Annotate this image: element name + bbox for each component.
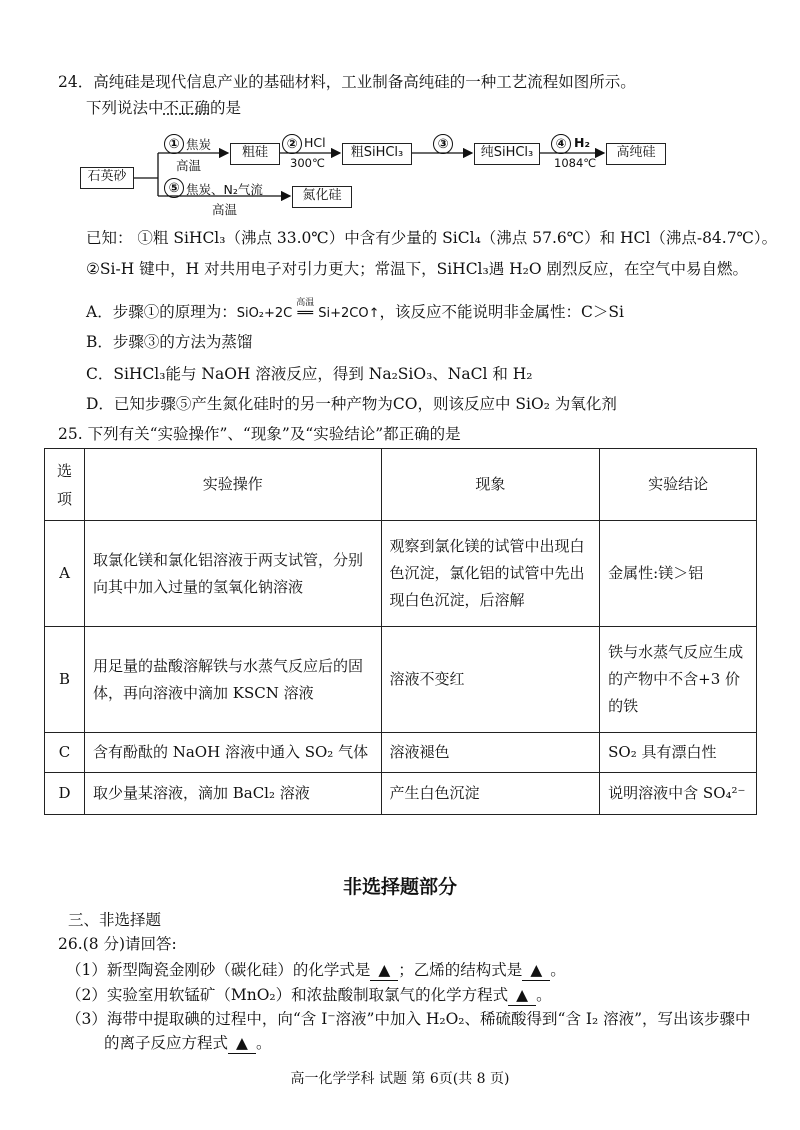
row-c-phenomenon: 溶液褪色 xyxy=(381,733,600,773)
flow-step1-bottom: 高温 xyxy=(176,158,202,173)
table-row xyxy=(45,733,757,773)
row-a-phenomenon: 观察到氯化镁的试管中出现白色沉淀，氯化铝的试管中先出现白色沉淀，后溶解 xyxy=(381,521,600,627)
q26-3-text-c: 。 xyxy=(255,1034,272,1052)
row-d-phenomenon: 产生白色沉淀 xyxy=(381,773,600,815)
eq-arrow: 高温 ══ xyxy=(292,304,318,324)
q24-ask-suffix: 的是 xyxy=(210,99,242,117)
q24-option-a xyxy=(86,298,624,324)
header-phenomenon: 现象 xyxy=(381,449,600,521)
q26-part-1 xyxy=(66,960,566,981)
header-option: 选 项 xyxy=(45,449,85,521)
q24-option-d: D．已知步骤⑤产生氮化硅时的另一种产物为CO，则该反应中 SiO₂ 为氧化剂 xyxy=(86,395,617,413)
q26-part-3-line1: （3）海带中提取碘的过程中，向“含 I⁻溶液”中加入 H₂O₂、稀硫酸得到“含 I₂ 溶液”，写出该步骤中 xyxy=(66,1010,751,1028)
flow-box-pure-si: 高纯硅 xyxy=(606,143,666,165)
header-conclusion: 实验结论 xyxy=(600,449,757,521)
row-b-operation: 用足量的盐酸溶解铁与水蒸气反应后的固体，再向溶液中滴加 KSCN 溶液 xyxy=(84,627,381,733)
q24-known-1: 已知： ①粗 SiHCl₃（沸点 33.0℃）中含有少量的 SiCl₄（沸点 57.6℃）和 HCl（沸点-84.7℃）。 xyxy=(86,229,778,247)
eq-condition: 高温 xyxy=(296,298,315,308)
q26-1-text-b: ；乙烯的结构式是 xyxy=(398,961,523,979)
flow-step5-bottom: 高温 xyxy=(212,202,238,217)
row-d-conclusion: 说明溶液中含 SO₄²⁻ xyxy=(600,773,757,815)
eq-left: SiO₂+2C xyxy=(236,306,293,321)
table-header-row xyxy=(45,449,757,521)
q26-3-text-b: 的离子反应方程式 xyxy=(104,1034,229,1052)
q24-ask-prefix: 下列说法中 xyxy=(86,99,164,117)
flow-step2-top: HCl xyxy=(304,135,326,150)
flow-step4-num: ④ xyxy=(551,134,571,154)
flow-box-silicon-nitride: 氮化硅 xyxy=(292,186,352,208)
row-a-operation: 取氯化镁和氯化铝溶液于两支试管，分别向其中加入过量的氢氧化钠溶液 xyxy=(84,521,381,627)
flow-box-crude-sihcl3: 粗SiHCl₃ xyxy=(342,143,412,165)
eq-right: Si+2CO↑ xyxy=(318,306,380,321)
q24-option-b: B．步骤③的方法为蒸馏 xyxy=(86,333,253,351)
part-heading: 三、非选择题 xyxy=(68,911,162,929)
q26-2-text-a: （2）实验室用软锰矿（MnO₂）和浓盐酸制取氯气的化学方程式 xyxy=(66,986,509,1004)
q24-ask-emphasis: 不正确 xyxy=(163,99,211,117)
flow-step2-num: ② xyxy=(282,134,302,154)
header-operation: 实验操作 xyxy=(84,449,381,521)
row-b-conclusion: 铁与水蒸气反应生成的产物中不含+3 价的铁 xyxy=(600,627,757,733)
flow-step4-bottom: 1084℃ xyxy=(554,156,597,170)
q24-option-a-suffix: ，该反应不能说明非金属性：C＞Si xyxy=(379,303,624,321)
q25-table xyxy=(44,448,757,815)
row-b-label: B xyxy=(45,627,85,733)
flow-box-quartz: 石英砂 xyxy=(80,167,134,189)
q26-1-text-a: （1）新型陶瓷金刚砂（碳化硅）的化学式是 xyxy=(66,961,371,979)
q24-option-a-equation xyxy=(236,298,380,324)
q26-1-text-c: 。 xyxy=(550,961,566,979)
page-footer: 高一化学学科 试题 第 6页(共 8 页) xyxy=(290,1071,510,1087)
flow-step3-num: ③ xyxy=(433,134,453,154)
q24-option-c: C．SiHCl₃能与 NaOH 溶液反应，得到 Na₂SiO₃、NaCl 和 H₂ xyxy=(86,365,533,383)
q26-part-2 xyxy=(66,985,552,1006)
answer-blank[interactable]: ▲ xyxy=(522,960,550,981)
flow-box-pure-sihcl3: 纯SiHCl₃ xyxy=(474,143,540,165)
section-title: 非选择题部分 xyxy=(342,876,457,898)
q25-stem: 25. 下列有关“实验操作”、“现象”及“实验结论”都正确的是 xyxy=(58,425,461,443)
table-row xyxy=(45,521,757,627)
flow-step1-top: 焦炭 xyxy=(186,137,212,152)
q24-option-a-prefix: A．步骤①的原理为： xyxy=(86,303,237,321)
row-d-label: D xyxy=(45,773,85,815)
row-c-label: C xyxy=(45,733,85,773)
row-d-operation: 取少量某溶液，滴加 BaCl₂ 溶液 xyxy=(84,773,381,815)
q24-known-2: ②Si-H 键中，H 对共用电子对引力更大；常温下，SiHCl₃遇 H₂O 剧烈反应，在空气中易自燃。 xyxy=(86,260,749,278)
row-b-phenomenon: 溶液不变红 xyxy=(381,627,600,733)
answer-blank[interactable]: ▲ xyxy=(370,960,398,981)
row-c-operation: 含有酚酞的 NaOH 溶液中通入 SO₂ 气体 xyxy=(84,733,381,773)
q26-heading: 26.(8 分)请回答: xyxy=(58,935,177,953)
answer-blank[interactable]: ▲ xyxy=(228,1033,256,1054)
flow-step1-num: ① xyxy=(164,134,184,154)
table-row xyxy=(45,773,757,815)
row-a-label: A xyxy=(45,521,85,627)
q26-2-text-b: 。 xyxy=(536,986,552,1004)
q26-part-3-line2 xyxy=(104,1033,271,1054)
flow-step4-top: H₂ xyxy=(574,135,590,150)
flow-step2-bottom: 300℃ xyxy=(290,156,325,170)
flow-step5-top: 焦炭、N₂气流 xyxy=(186,182,263,197)
table-row xyxy=(45,627,757,733)
row-a-conclusion: 金属性:镁＞铝 xyxy=(600,521,757,627)
answer-blank[interactable]: ▲ xyxy=(508,985,536,1006)
flow-step5-num: ⑤ xyxy=(164,178,184,198)
q24-stem: 24．高纯硅是现代信息产业的基础材料，工业制备高纯硅的一种工艺流程如图所示。 xyxy=(58,73,636,91)
row-c-conclusion: SO₂ 具有漂白性 xyxy=(600,733,757,773)
flow-box-crude-si: 粗硅 xyxy=(230,143,280,165)
